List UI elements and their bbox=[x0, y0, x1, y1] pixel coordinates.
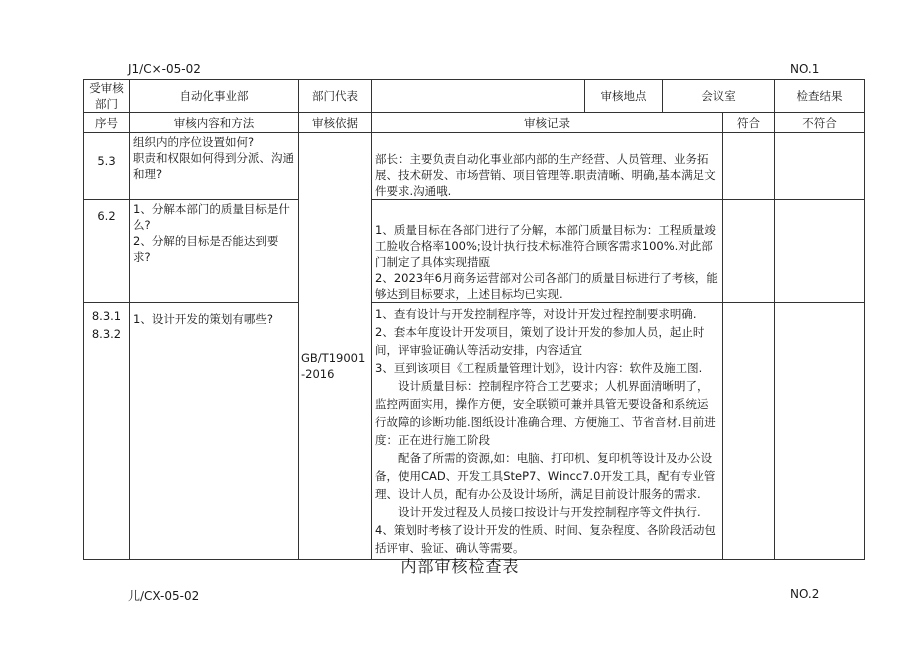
table-row bbox=[84, 133, 865, 200]
row-seq: 8.3.1 8.3.2 bbox=[84, 303, 130, 560]
col-record: 审核记录 bbox=[372, 113, 723, 133]
rep-value bbox=[372, 80, 585, 113]
row-conform bbox=[723, 133, 775, 200]
table-row bbox=[84, 200, 865, 303]
row-record: 部长：主要负责自动化事业部内部的生产经营、人员管理、业务拓展、技术研发、市场营销、项目管理等.职责清晰、明确,基本满足文件要求.沟通哦. bbox=[372, 133, 723, 200]
footer-doc-code: 儿∕CX-05-02 bbox=[128, 589, 200, 603]
row-record: 1、查有设计与开发控制程序等，对设计开发过程控制要求明确. 2、套本年度设计开发项目，策划了设计开发的参加人员，起止时间，评审验证确认等活动安排，内容适宜 3、亘到该项目《工程质量管理计划》，设计内容：软件及施工图. 设计质量目标：控制程序符合工艺要求；人机界面清晰明了，监控两面实用，操作方便，安全联锁可兼并具管无要设备和系统运行故障的诊断功能.图纸设计准确合理、方便施工、节省音材.目前进度：正在进行施工阶段 配备了所需的资源,如：电脑、打印机、复印机等设计及办公设备，使用CAD、开发工具SteP7、Wincc7.0开发工具，配有专业管理、设计人员，配有办公及设计场所，满足目前设计服务的需求. 设计开发过程及人员接口按设计与开发控制程序等文件执行. 4、策划时考核了设计开发的性质、时间、复杂程度、各阶段活动包括评审、验证、确认等需要。 bbox=[372, 303, 723, 560]
col-nonconform: 不符合 bbox=[775, 113, 865, 133]
row-content: 1、设计开发的策划有哪些? bbox=[130, 303, 299, 560]
column-header-row bbox=[84, 113, 865, 133]
second-page-title: 内部审核检查表 bbox=[400, 557, 520, 576]
row-conform bbox=[723, 200, 775, 303]
col-content: 审核内容和方法 bbox=[130, 113, 299, 133]
audit-checklist-table bbox=[83, 79, 865, 560]
row-nonconform bbox=[775, 200, 865, 303]
col-seq: 序号 bbox=[84, 113, 130, 133]
result-label: 检查结果 bbox=[775, 80, 865, 113]
page-number: NO.1 bbox=[790, 62, 820, 76]
row-seq: 5.3 bbox=[84, 133, 130, 200]
row-nonconform bbox=[775, 303, 865, 560]
row-seq: 6.2 bbox=[84, 200, 130, 303]
dept-value: 自动化事业部 bbox=[130, 80, 299, 113]
info-row bbox=[84, 80, 865, 113]
col-conform: 符合 bbox=[723, 113, 775, 133]
row-content: 组织内的序位设置如何? 职责和权限如何得到分派、沟通 和理? bbox=[130, 133, 299, 200]
row-basis: GB/T19001 -2016 bbox=[299, 133, 372, 560]
rep-label: 部门代表 bbox=[299, 80, 372, 113]
row-record: 1、质量目标在各部门进行了分解，本部门质量目标为：工程质量竣工脸收合格率100%;设计执行技术标准符合顾客需求100%.对此部门制定了具体实现措瓯 2、2023年6月商务运营部对公司各部门的质量目标进行了考核，能够达到目标要求，上述目标均已实现. bbox=[372, 200, 723, 303]
col-basis: 审核依据 bbox=[299, 113, 372, 133]
doc-code: J1∕C×-05-02 bbox=[128, 62, 201, 76]
row-conform bbox=[723, 303, 775, 560]
footer-page-number: NO.2 bbox=[790, 587, 820, 601]
row-nonconform bbox=[775, 133, 865, 200]
place-label: 审核地点 bbox=[585, 80, 663, 113]
table-row bbox=[84, 303, 865, 560]
row-content: 1、分解本部门的质量目标是什么? 2、分解的目标是否能达到要求? bbox=[130, 200, 299, 303]
dept-label: 受审核部门 bbox=[84, 80, 130, 113]
place-value: 会议室 bbox=[663, 80, 775, 113]
